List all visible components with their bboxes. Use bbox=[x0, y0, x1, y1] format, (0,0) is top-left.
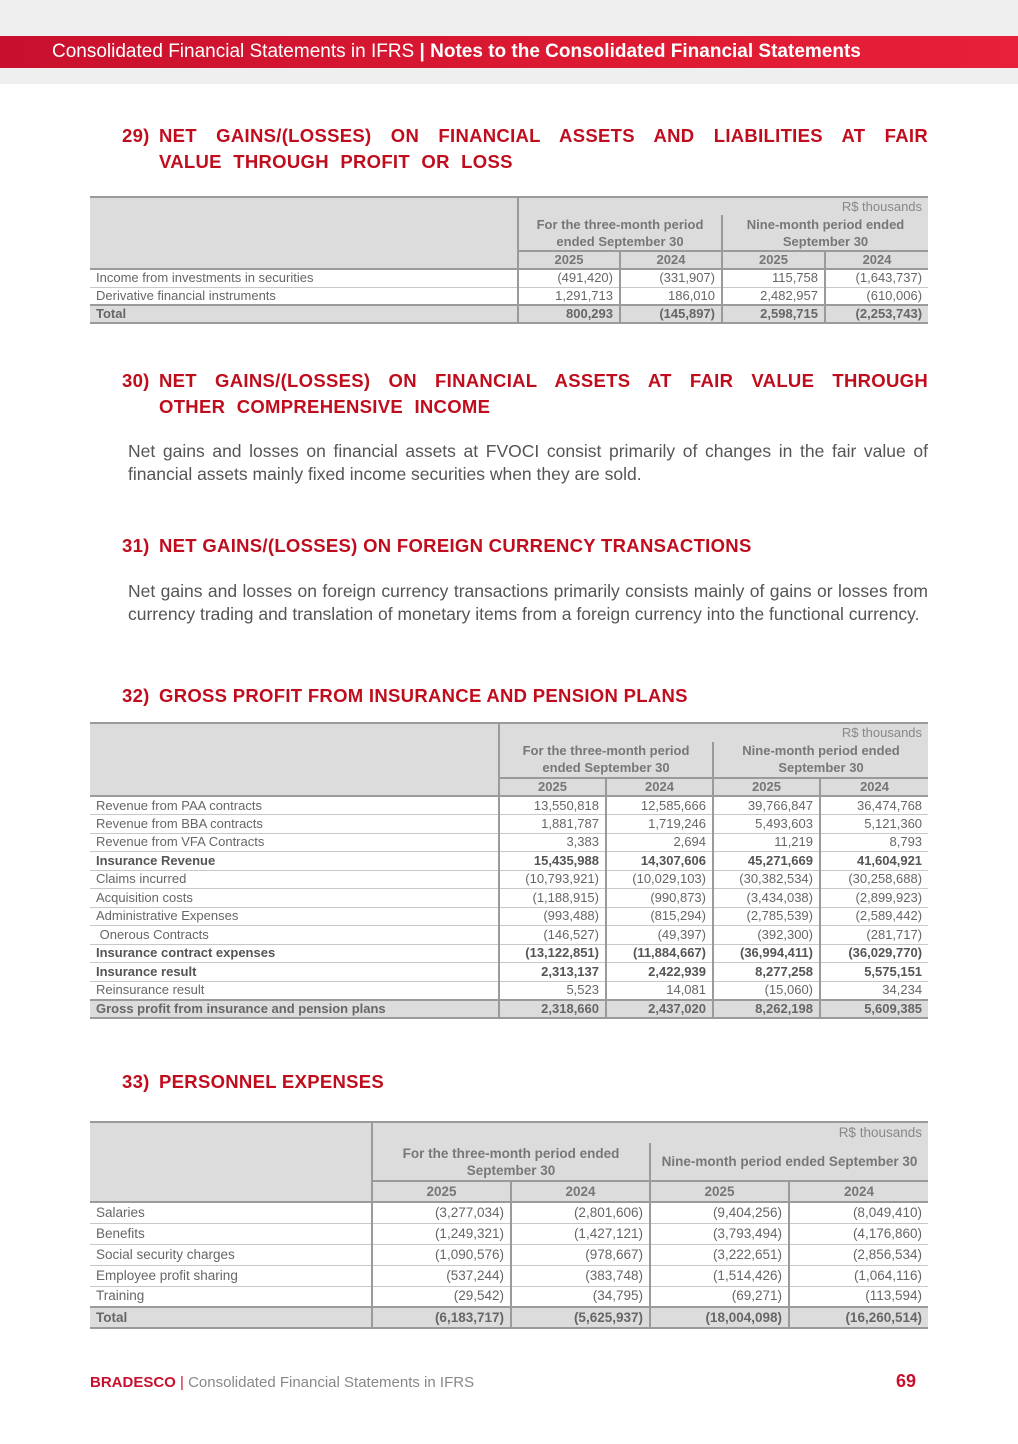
row-label: Social security charges bbox=[90, 1244, 372, 1265]
cell: 800,293 bbox=[518, 305, 620, 323]
cell: (30,258,688) bbox=[820, 870, 928, 889]
table-row bbox=[90, 1244, 928, 1265]
cell: (2,253,743) bbox=[825, 305, 928, 323]
period-nine-month: Nine-month period ended September 30 bbox=[650, 1143, 928, 1181]
cell: 5,575,151 bbox=[820, 963, 928, 982]
year-header: 2024 bbox=[620, 251, 722, 269]
cell: 34,234 bbox=[820, 981, 928, 1000]
cell: 2,598,715 bbox=[722, 305, 825, 323]
page-number: 69 bbox=[895, 1371, 916, 1391]
table-row bbox=[90, 287, 928, 305]
cell: (281,717) bbox=[820, 926, 928, 945]
cell: (10,793,921) bbox=[499, 870, 606, 889]
cell: 2,422,939 bbox=[606, 963, 713, 982]
cell: (11,884,667) bbox=[606, 944, 713, 963]
row-label: Training bbox=[90, 1286, 372, 1307]
row-label: Benefits bbox=[90, 1223, 372, 1244]
header-section-title: Notes to the Consolidated Financial Statements bbox=[430, 41, 861, 62]
section-number: 31) bbox=[122, 535, 150, 556]
total-row bbox=[90, 1000, 928, 1019]
year-header: 2025 bbox=[372, 1181, 511, 1202]
cell: 186,010 bbox=[620, 287, 722, 305]
year-header: 2024 bbox=[789, 1181, 928, 1202]
cell: (146,527) bbox=[499, 926, 606, 945]
row-label: Revenue from VFA Contracts bbox=[90, 833, 499, 852]
section-title: GROSS PROFIT FROM INSURANCE AND PENSION PLANS bbox=[159, 685, 688, 706]
cell: 36,474,768 bbox=[820, 796, 928, 815]
section-title: NET GAINS/(LOSSES) ON FINANCIAL ASSETS AND LIABILITIES AT FAIR VALUE THROUGH PROFIT OR LOSS bbox=[159, 125, 928, 172]
cell: (4,176,860) bbox=[789, 1223, 928, 1244]
row-label: Employee profit sharing bbox=[90, 1265, 372, 1286]
year-header: 2024 bbox=[820, 778, 928, 797]
section-number: 30) bbox=[122, 370, 150, 391]
section-31-heading bbox=[122, 533, 928, 559]
table-row bbox=[90, 1223, 928, 1244]
cell: (3,277,034) bbox=[372, 1202, 511, 1223]
row-label: Onerous Contracts bbox=[90, 926, 499, 945]
cell: 8,262,198 bbox=[713, 1000, 820, 1019]
cell: (18,004,098) bbox=[650, 1307, 789, 1328]
cell: (331,907) bbox=[620, 269, 722, 287]
cell: (69,271) bbox=[650, 1286, 789, 1307]
table-row bbox=[90, 815, 928, 834]
unit-label: R$ thousands bbox=[372, 1122, 928, 1143]
brand-name: BRADESCO bbox=[90, 1374, 176, 1391]
table-row bbox=[90, 926, 928, 945]
row-label: Insurance result bbox=[90, 963, 499, 982]
unit-label: R$ thousands bbox=[499, 723, 928, 742]
table-row bbox=[90, 870, 928, 889]
cell: 1,291,713 bbox=[518, 287, 620, 305]
year-header: 2025 bbox=[499, 778, 606, 797]
footer-separator: | bbox=[180, 1374, 184, 1391]
section-31-paragraph: Net gains and losses on foreign currency transactions primarily consists mainly of gains or losses from currency trading and translation of monetary items from a foreign currency into the functional currency. bbox=[128, 581, 928, 624]
year-header: 2025 bbox=[722, 251, 825, 269]
cell: (2,856,534) bbox=[789, 1244, 928, 1265]
cell: (49,397) bbox=[606, 926, 713, 945]
cell: (10,029,103) bbox=[606, 870, 713, 889]
table-row bbox=[90, 796, 928, 815]
cell: 5,493,603 bbox=[713, 815, 820, 834]
cell: (1,514,426) bbox=[650, 1265, 789, 1286]
cell: (815,294) bbox=[606, 907, 713, 926]
table-row bbox=[90, 907, 928, 926]
table-row bbox=[90, 833, 928, 852]
cell: (30,382,534) bbox=[713, 870, 820, 889]
cell: (5,625,937) bbox=[511, 1307, 650, 1328]
section-title: PERSONNEL EXPENSES bbox=[159, 1071, 385, 1092]
cell: 115,758 bbox=[722, 269, 825, 287]
cell: 5,609,385 bbox=[820, 1000, 928, 1019]
cell: (978,667) bbox=[511, 1244, 650, 1265]
section-30-paragraph: Net gains and losses on financial assets at FVOCI consist primarily of changes in the fair value of financial assets mainly fixed income securities when they are sold. bbox=[128, 441, 928, 484]
section-number: 33) bbox=[122, 1071, 150, 1092]
section-29-heading bbox=[122, 123, 928, 175]
table-row bbox=[90, 852, 928, 871]
cell: 11,219 bbox=[713, 833, 820, 852]
header-separator: | bbox=[419, 41, 425, 62]
cell: 45,271,669 bbox=[713, 852, 820, 871]
section-30-heading bbox=[122, 368, 928, 420]
cell: (2,899,923) bbox=[820, 889, 928, 908]
cell: 2,437,020 bbox=[606, 1000, 713, 1019]
header-blank bbox=[90, 1122, 372, 1202]
cell: (34,795) bbox=[511, 1286, 650, 1307]
cell: (392,300) bbox=[713, 926, 820, 945]
row-label: Total bbox=[90, 1307, 372, 1328]
row-label: Reinsurance result bbox=[90, 981, 499, 1000]
cell: (2,801,606) bbox=[511, 1202, 650, 1223]
cell: (2,785,539) bbox=[713, 907, 820, 926]
table-32-insurance-gross-profit bbox=[90, 722, 928, 1019]
cell: (2,589,442) bbox=[820, 907, 928, 926]
cell: 2,694 bbox=[606, 833, 713, 852]
cell: (1,249,321) bbox=[372, 1223, 511, 1244]
header-title: Consolidated Financial Statements in IFRS bbox=[52, 41, 415, 62]
cell: (537,244) bbox=[372, 1265, 511, 1286]
row-label: Revenue from BBA contracts bbox=[90, 815, 499, 834]
cell: (29,542) bbox=[372, 1286, 511, 1307]
row-label: Gross profit from insurance and pension plans bbox=[90, 1000, 499, 1019]
cell: (15,060) bbox=[713, 981, 820, 1000]
period-nine-month: Nine-month period ended September 30 bbox=[722, 215, 928, 251]
table-row bbox=[90, 1202, 928, 1223]
cell: (113,594) bbox=[789, 1286, 928, 1307]
year-header: 2024 bbox=[825, 251, 928, 269]
footer-subtitle: Consolidated Financial Statements in IFRS bbox=[188, 1374, 475, 1391]
table-row bbox=[90, 1265, 928, 1286]
year-header: 2024 bbox=[606, 778, 713, 797]
cell: 13,550,818 bbox=[499, 796, 606, 815]
year-header: 2025 bbox=[650, 1181, 789, 1202]
row-label: Insurance contract expenses bbox=[90, 944, 499, 963]
cell: (990,873) bbox=[606, 889, 713, 908]
year-header: 2024 bbox=[511, 1181, 650, 1202]
cell: (36,994,411) bbox=[713, 944, 820, 963]
table-row bbox=[90, 944, 928, 963]
cell: 15,435,988 bbox=[499, 852, 606, 871]
cell: 8,277,258 bbox=[713, 963, 820, 982]
cell: (1,427,121) bbox=[511, 1223, 650, 1244]
cell: (16,260,514) bbox=[789, 1307, 928, 1328]
row-label: Salaries bbox=[90, 1202, 372, 1223]
row-label: Administrative Expenses bbox=[90, 907, 499, 926]
row-label: Income from investments in securities bbox=[90, 269, 518, 287]
cell: (1,188,915) bbox=[499, 889, 606, 908]
year-header: 2025 bbox=[713, 778, 820, 797]
year-header: 2025 bbox=[518, 251, 620, 269]
row-label: Claims incurred bbox=[90, 870, 499, 889]
cell: (145,897) bbox=[620, 305, 722, 323]
cell: (13,122,851) bbox=[499, 944, 606, 963]
section-number: 32) bbox=[122, 685, 150, 706]
cell: 14,307,606 bbox=[606, 852, 713, 871]
cell: 12,585,666 bbox=[606, 796, 713, 815]
cell: 5,523 bbox=[499, 981, 606, 1000]
cell: 2,313,137 bbox=[499, 963, 606, 982]
period-three-month: For the three-month period ended September 30 bbox=[518, 215, 722, 251]
row-label: Revenue from PAA contracts bbox=[90, 796, 499, 815]
cell: 14,081 bbox=[606, 981, 713, 1000]
row-label: Total bbox=[90, 305, 518, 323]
row-label: Insurance Revenue bbox=[90, 852, 499, 871]
section-title: NET GAINS/(LOSSES) ON FINANCIAL ASSETS AT FAIR VALUE THROUGH OTHER COMPREHENSIVE INCOME bbox=[159, 370, 928, 417]
table-row bbox=[90, 889, 928, 908]
total-row bbox=[90, 1307, 928, 1328]
page-header-banner bbox=[0, 36, 1018, 68]
period-three-month: For the three-month period ended September 30 bbox=[499, 742, 713, 778]
period-three-month: For the three-month period ended September 30 bbox=[372, 1143, 650, 1181]
unit-label: R$ thousands bbox=[518, 197, 928, 215]
cell: 5,121,360 bbox=[820, 815, 928, 834]
cell: (9,404,256) bbox=[650, 1202, 789, 1223]
cell: (6,183,717) bbox=[372, 1307, 511, 1328]
cell: 8,793 bbox=[820, 833, 928, 852]
table-row bbox=[90, 963, 928, 982]
cell: (1,643,737) bbox=[825, 269, 928, 287]
row-label: Derivative financial instruments bbox=[90, 287, 518, 305]
total-row bbox=[90, 305, 928, 323]
cell: (36,029,770) bbox=[820, 944, 928, 963]
cell: 41,604,921 bbox=[820, 852, 928, 871]
cell: (491,420) bbox=[518, 269, 620, 287]
cell: (383,748) bbox=[511, 1265, 650, 1286]
table-row bbox=[90, 269, 928, 287]
cell: 1,719,246 bbox=[606, 815, 713, 834]
section-number: 29) bbox=[122, 125, 150, 146]
cell: (993,488) bbox=[499, 907, 606, 926]
table-33-personnel-expenses bbox=[90, 1121, 928, 1329]
cell: (1,064,116) bbox=[789, 1265, 928, 1286]
table-29-fair-value-pl bbox=[90, 196, 928, 324]
page-footer bbox=[90, 1374, 474, 1391]
cell: (1,090,576) bbox=[372, 1244, 511, 1265]
section-title: NET GAINS/(LOSSES) ON FOREIGN CURRENCY TRANSACTIONS bbox=[159, 535, 752, 556]
header-blank bbox=[90, 723, 499, 796]
row-label: Acquisition costs bbox=[90, 889, 499, 908]
cell: (3,222,651) bbox=[650, 1244, 789, 1265]
period-nine-month: Nine-month period ended September 30 bbox=[713, 742, 928, 778]
cell: (3,793,494) bbox=[650, 1223, 789, 1244]
section-33-heading bbox=[122, 1069, 928, 1095]
table-row bbox=[90, 981, 928, 1000]
cell: 2,482,957 bbox=[722, 287, 825, 305]
cell: 2,318,660 bbox=[499, 1000, 606, 1019]
cell: 1,881,787 bbox=[499, 815, 606, 834]
cell: (610,006) bbox=[825, 287, 928, 305]
cell: 3,383 bbox=[499, 833, 606, 852]
cell: 39,766,847 bbox=[713, 796, 820, 815]
section-32-heading bbox=[122, 683, 928, 709]
cell: (3,434,038) bbox=[713, 889, 820, 908]
table-row bbox=[90, 1286, 928, 1307]
header-blank bbox=[90, 197, 518, 269]
cell: (8,049,410) bbox=[789, 1202, 928, 1223]
